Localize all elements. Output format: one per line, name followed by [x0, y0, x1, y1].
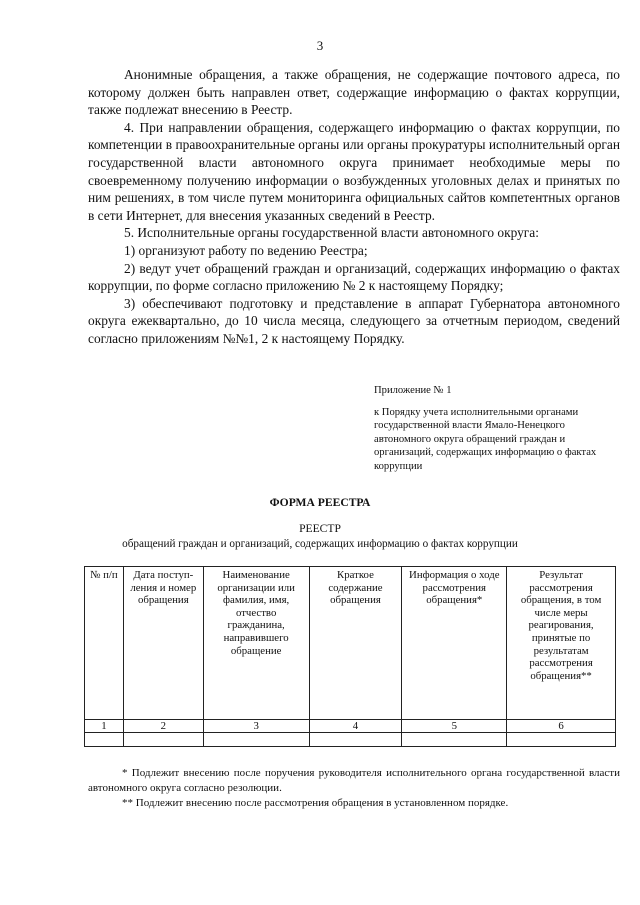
empty-row — [85, 733, 616, 747]
paragraph-5-item-3: 3) обеспечивают подготовку и представление в аппарат Губернатора автономного округа ежеквартально, до 10 числа месяца, следующего за отчетным периодом, сведений согласно приложениям №№1, 2 к настоящему Порядку. — [88, 295, 620, 346]
registry-title: РЕЕСТР — [299, 522, 341, 535]
body-text — [88, 66, 620, 348]
footnotes — [88, 766, 620, 811]
column-number-row — [85, 720, 616, 733]
header-cell-result: Результат рассмотрения обращения, в том числе меры реагирования, принятые по результатам рассмотрения обращения** — [507, 567, 616, 720]
column-number: 6 — [507, 720, 616, 733]
empty-cell — [123, 733, 203, 747]
column-number: 1 — [85, 720, 124, 733]
column-number: 2 — [123, 720, 203, 733]
registry-header-row — [85, 567, 616, 720]
footnote-1: * Подлежит внесению после поручения руководителя исполнительного органа государственной власти автономного округа согласно резолюции. — [88, 767, 620, 794]
empty-cell — [507, 733, 616, 747]
empty-cell — [203, 733, 309, 747]
appendix-description: к Порядку учета исполнительными органами государственной власти Ямало-Ненецкого автономного округа обращений граждан и организаций, содержащих информацию о фактах коррупции — [374, 407, 597, 472]
paragraph-5: 5. Исполнительные органы государственной власти автономного округа: — [124, 225, 539, 241]
footnote-2: ** Подлежит внесению после рассмотрения обращения в установленном порядке. — [122, 797, 509, 809]
header-cell-number: № п/п — [85, 567, 124, 720]
empty-cell — [309, 733, 402, 747]
paragraph-5-item-1: 1) организуют работу по ведению Реестра; — [124, 242, 368, 258]
header-cell-date: Дата поступ-ления и номер обращения — [123, 567, 203, 720]
paragraph-4: 4. При направлении обращения, содержащего информацию о фактах коррупции, по компетенции в правоохранительные органы или органы прокуратуры исполнительный орган государственной власти автономного округа принимает необходимые меры по своевременному получению информации о возбужденных уголовных делах и принятых по ним решениях, в том числе путем мониторинга официальных сайтов компетентных органов в сети Интернет, для внесения указанных сведений в Реестр. — [88, 119, 620, 223]
header-cell-progress: Информация о ходе рассмотрения обращения* — [402, 567, 507, 720]
column-number: 4 — [309, 720, 402, 733]
registry-table — [84, 566, 616, 747]
empty-cell — [402, 733, 507, 747]
header-cell-summary: Краткое содержание обращения — [309, 567, 402, 720]
page-number: 3 — [316, 38, 324, 53]
form-title: ФОРМА РЕЕСТРА — [269, 496, 371, 509]
empty-cell — [85, 733, 124, 747]
header-cell-applicant: Наименование организации или фамилия, имя, отчество гражданина, направившего обращение — [203, 567, 309, 720]
paragraph-5-item-2: 2) ведут учет обращений граждан и организаций, содержащих информацию о фактах коррупции, по форме согласно приложению № 2 к настоящему Порядку; — [88, 260, 620, 294]
paragraph-anonymous: Анонимные обращения, а также обращения, не содержащие почтового адреса, по которому должен быть направлен ответ, содержащие информацию о фактах коррупции, также подлежат внесению в Реестр. — [88, 67, 620, 118]
column-number: 5 — [402, 720, 507, 733]
appendix-title: Приложение № 1 — [374, 385, 452, 396]
column-number: 3 — [203, 720, 309, 733]
registry-subtitle: обращений граждан и организаций, содержащих информацию о фактах коррупции — [122, 538, 518, 550]
